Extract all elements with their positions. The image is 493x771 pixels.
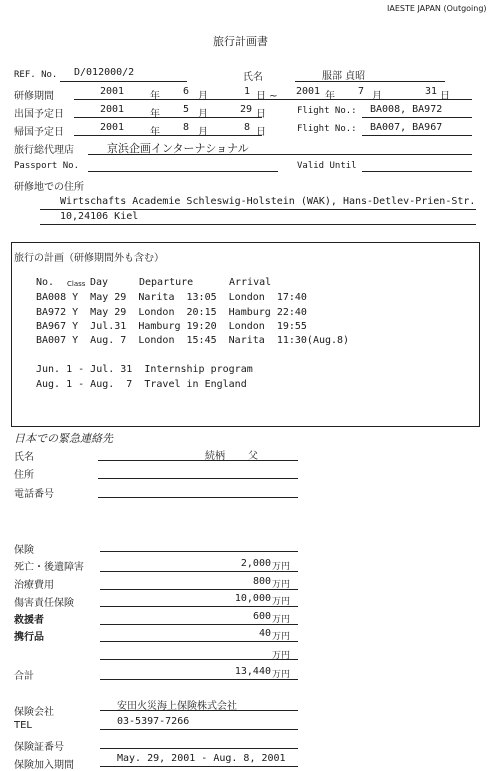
insurance-row-value: 2,000	[240, 558, 271, 569]
org-tag: IAESTE JAPAN (Outgoing)	[387, 4, 487, 13]
departure-flight-label: Flight No.:	[297, 106, 357, 116]
insurance-row-value: 800	[252, 576, 271, 587]
insurance-row-underline	[100, 624, 298, 625]
return-flight-underline	[362, 135, 472, 136]
departure-label: 出国予定日	[14, 109, 64, 120]
insurance-company-value: 安田火災海上保険株式会社	[117, 701, 237, 712]
departure-flight-underline	[362, 117, 472, 118]
return-year-unit: 年	[150, 127, 160, 138]
insurance-row-value: 40	[258, 628, 271, 639]
insurance-period-underline	[100, 766, 298, 767]
emergency-address-label: 住所	[14, 470, 34, 481]
departure-underline	[74, 117, 262, 118]
departure-day-unit: 日	[256, 109, 266, 120]
flight-row: BA967 Y Jul.31 Hamburg 19:20 London 19:55	[36, 321, 307, 332]
flight-row: BA972 Y May 29 London 20:15 Hamburg 22:40	[36, 307, 307, 318]
insurance-row-unit: 万円	[272, 615, 291, 625]
emergency-relation: 父	[248, 451, 258, 462]
departure-flight-value: BA008, BA972	[370, 104, 443, 115]
return-underline	[74, 135, 262, 136]
insurance-row-underline	[100, 571, 298, 572]
insurance-cert-label: 保険証番号	[14, 742, 64, 753]
insurance-period-value: May. 29, 2001 - Aug. 8, 2001	[117, 753, 286, 764]
training-underline	[74, 99, 472, 100]
agency-underline	[88, 154, 472, 155]
return-day: 8	[244, 122, 251, 133]
page-title: 旅行計画書	[213, 35, 268, 48]
training-year-unit: 年	[150, 91, 160, 102]
insurance-company-label: 保険会社	[14, 707, 54, 718]
plan-col-day: Day	[90, 277, 109, 288]
insurance-tel-value: 03-5397-7266	[117, 716, 190, 727]
insurance-company-underline	[100, 710, 298, 711]
passport-underline	[88, 171, 278, 172]
insurance-row-value: 10,000	[234, 593, 271, 604]
training-address-line1: Wirtschafts Academie Schleswig-Holstein (WAK), Hans-Detlev-Prien-Str.	[60, 196, 476, 207]
insurance-total-label: 合計	[14, 671, 34, 682]
flight-row: BA007 Y Aug. 7 London 15:45 Narita 11:30(Aug.8)	[36, 335, 350, 346]
emergency-address-underline	[98, 478, 298, 479]
ref-underline	[60, 81, 187, 82]
emergency-title: 日本での緊急連絡先	[14, 432, 113, 445]
insurance-row-unit: 万円	[272, 632, 291, 642]
insurance-row-unit: 万円	[272, 562, 291, 572]
valid-until-label: Valid Until	[297, 161, 357, 171]
insurance-row-underline	[100, 641, 298, 642]
training-end-month-unit: 月	[372, 91, 382, 102]
name-value: 服部 貞昭	[322, 71, 366, 82]
training-start-day: 1	[244, 86, 251, 97]
training-period-label: 研修期間	[14, 91, 54, 102]
insurance-row-label: 救援者	[14, 615, 44, 626]
plan-col-no: No.	[36, 277, 55, 288]
training-address-line2: 10,24106 Kiel	[60, 211, 139, 222]
return-month-unit: 月	[198, 127, 208, 138]
insurance-row-label: 携行品	[14, 632, 44, 643]
agency-label: 旅行総代理店	[14, 145, 74, 156]
insurance-row-label: 治療費用	[14, 580, 54, 591]
insurance-row-value: 600	[252, 611, 271, 622]
plan-title: 旅行の計画（研修期間外も含む）	[14, 253, 164, 264]
insurance-total-value: 13,440	[234, 666, 271, 677]
valid-until-underline	[362, 171, 472, 172]
insurance-row-label: 死亡・後遺障害	[14, 562, 84, 573]
return-month: 8	[183, 122, 190, 133]
plan-col-departure: Departure	[139, 277, 194, 288]
schedule-row: Jun. 1 - Jul. 31 Internship program	[36, 364, 253, 375]
insurance-row-underline	[100, 606, 298, 607]
insurance-row-unit: 万円	[272, 651, 291, 661]
training-end-day: 31	[425, 86, 438, 97]
emergency-relation-label: 続柄	[205, 451, 225, 462]
schedule-row: Aug. 1 - Aug. 7 Travel in England	[36, 379, 247, 390]
insurance-tel-label: TEL	[14, 720, 32, 731]
insurance-row-unit: 万円	[272, 580, 291, 590]
insurance-cert-underline	[100, 748, 298, 749]
training-address-label: 研修地での住所	[14, 182, 84, 193]
insurance-row-label: 傷害責任保険	[14, 598, 74, 609]
departure-month: 5	[183, 104, 190, 115]
insurance-row-underline	[100, 589, 298, 590]
return-flight-label: Flight No.:	[297, 124, 357, 134]
training-end-year: 2001	[296, 86, 321, 97]
training-day-tilde: 日 ~	[256, 91, 278, 102]
plan-col-arrival: Arrival	[229, 277, 272, 288]
flight-row: BA008 Y May 29 Narita 13:05 London 17:40	[36, 292, 307, 303]
ref-value: D/012000/2	[74, 67, 135, 78]
training-end-day-unit: 日	[440, 91, 450, 102]
agency-value: 京浜企画インターナショナル	[107, 142, 249, 155]
insurance-total-unit: 万円	[272, 670, 291, 680]
return-flight-value: BA007, BA967	[370, 122, 443, 133]
departure-year: 2001	[100, 104, 125, 115]
departure-day: 29	[240, 104, 253, 115]
return-day-unit: 日	[256, 127, 266, 138]
insurance-row-unit: 万円	[272, 597, 291, 607]
emergency-phone-label: 電話番号	[14, 489, 54, 500]
emergency-phone-underline	[98, 497, 298, 498]
training-month-unit: 月	[198, 91, 208, 102]
return-label: 帰国予定日	[14, 127, 64, 138]
ref-label: REF. No.	[14, 70, 58, 80]
training-end-month: 7	[358, 86, 365, 97]
training-address-underline1	[40, 209, 476, 210]
insurance-tel-underline	[100, 729, 298, 730]
insurance-row-underline	[100, 659, 298, 660]
return-year: 2001	[100, 122, 125, 133]
insurance-title: 保険	[14, 545, 34, 556]
departure-year-unit: 年	[150, 109, 160, 120]
training-start-year: 2001	[100, 86, 125, 97]
insurance-title-underline	[100, 551, 298, 552]
departure-month-unit: 月	[198, 109, 208, 120]
plan-col-class: Class	[67, 280, 86, 288]
emergency-name-label: 氏名	[14, 452, 34, 463]
training-start-month: 6	[183, 86, 190, 97]
name-label: 氏名	[243, 72, 263, 83]
insurance-total-underline	[100, 679, 298, 680]
passport-label: Passport No.	[14, 161, 80, 171]
emergency-name-underline	[98, 460, 298, 461]
name-underline	[295, 81, 445, 82]
training-end-year-unit: 年	[325, 91, 335, 102]
insurance-period-label: 保険加入期間	[14, 760, 74, 771]
training-address-underline2	[40, 224, 476, 225]
